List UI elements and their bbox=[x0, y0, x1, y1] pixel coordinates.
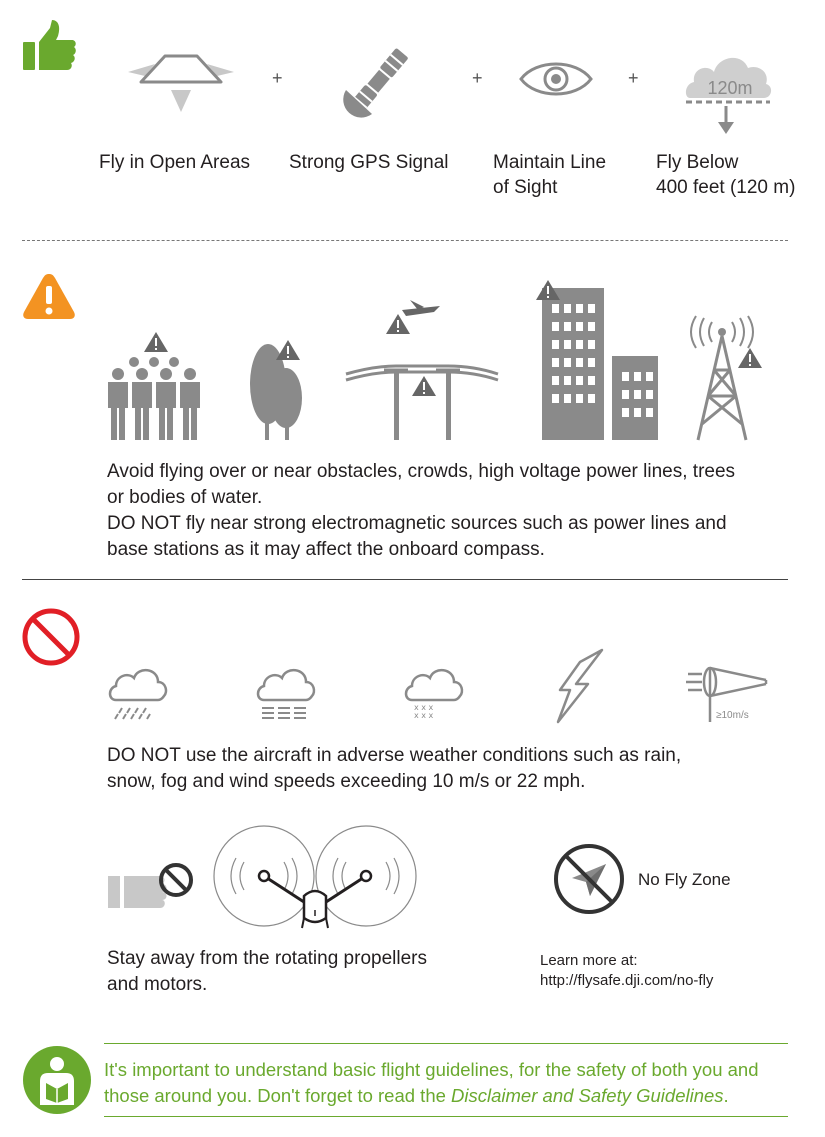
footer-note-suffix: . bbox=[723, 1085, 729, 1106]
propeller-warning-line-2: and motors. bbox=[107, 974, 208, 995]
learn-more-label: Learn more at: bbox=[540, 952, 638, 969]
solid-divider bbox=[22, 579, 788, 580]
line-of-sight-label-1: Maintain Line bbox=[493, 152, 607, 173]
power-line-icon bbox=[344, 296, 500, 442]
thumbs-up-icon bbox=[20, 18, 78, 76]
fly-below-label-2: 400 feet (120 m) bbox=[656, 177, 796, 198]
radio-tower-icon bbox=[688, 316, 764, 442]
plus-sign: + bbox=[272, 68, 283, 88]
rain-cloud-icon bbox=[106, 662, 170, 724]
open-area-icon bbox=[125, 50, 237, 116]
footer-note-prefix: those around you. Don't forget to read the bbox=[104, 1085, 452, 1106]
gps-signal-label: Strong GPS Signal bbox=[289, 152, 449, 173]
electromagnetic-warning-line-1: DO NOT fly near strong electromagnetic sources such as power lines and bbox=[107, 513, 727, 534]
footer-top-rule bbox=[104, 1043, 788, 1044]
altitude-label: 120m bbox=[707, 78, 753, 98]
line-of-sight-label-2: of Sight bbox=[493, 177, 558, 198]
obstacles-warning-line-1: Avoid flying over or near obstacles, crowds, high voltage power lines, trees bbox=[107, 461, 736, 482]
footer-note-line-2 bbox=[104, 1083, 729, 1109]
footer-note-line-1: It's important to understand basic flight guidelines, for the safety of both you and bbox=[104, 1059, 759, 1080]
footer-bottom-rule bbox=[104, 1116, 788, 1117]
snow-cloud-icon bbox=[402, 662, 466, 724]
eye-icon bbox=[518, 56, 594, 102]
buildings-icon bbox=[536, 280, 660, 442]
open-area-label: Fly in Open Areas bbox=[99, 152, 251, 173]
svg-text:x x x: x x x bbox=[414, 703, 434, 712]
satellite-icon bbox=[340, 44, 416, 120]
no-fly-zone-icon bbox=[552, 842, 626, 916]
safety-guidelines-link[interactable]: Disclaimer and Safety Guidelines bbox=[451, 1085, 724, 1106]
dashed-divider bbox=[22, 240, 788, 241]
drone-propellers-icon bbox=[212, 822, 418, 930]
crowd-icon bbox=[106, 330, 204, 442]
weather-warning-line-2: snow, fog and wind speeds exceeding 10 m/s or 22 mph. bbox=[107, 771, 586, 792]
fly-below-label-1: Fly Below bbox=[656, 152, 739, 173]
obstacles-warning-line-2: or bodies of water. bbox=[107, 487, 263, 508]
fog-cloud-icon bbox=[254, 662, 318, 724]
tree-icon bbox=[248, 336, 308, 442]
propeller-warning-line-1: Stay away from the rotating propellers bbox=[107, 948, 427, 969]
lightning-icon bbox=[554, 648, 606, 724]
electromagnetic-warning-line-2: base stations as it may affect the onboard compass. bbox=[107, 539, 545, 560]
no-fly-link[interactable]: http://flysafe.dji.com/no-fly bbox=[540, 972, 714, 989]
plus-sign: + bbox=[472, 68, 483, 88]
reader-icon bbox=[22, 1045, 92, 1115]
hand-stop-icon bbox=[106, 860, 198, 912]
wind-speed-label: ≥10m/s bbox=[716, 710, 749, 721]
no-fly-zone-label: No Fly Zone bbox=[638, 870, 731, 889]
plus-sign: + bbox=[628, 68, 639, 88]
svg-text:x x x: x x x bbox=[414, 711, 434, 720]
weather-warning-line-1: DO NOT use the aircraft in adverse weather conditions such as rain, bbox=[107, 745, 682, 766]
warning-triangle-icon bbox=[22, 272, 76, 320]
prohibited-icon bbox=[20, 606, 82, 668]
